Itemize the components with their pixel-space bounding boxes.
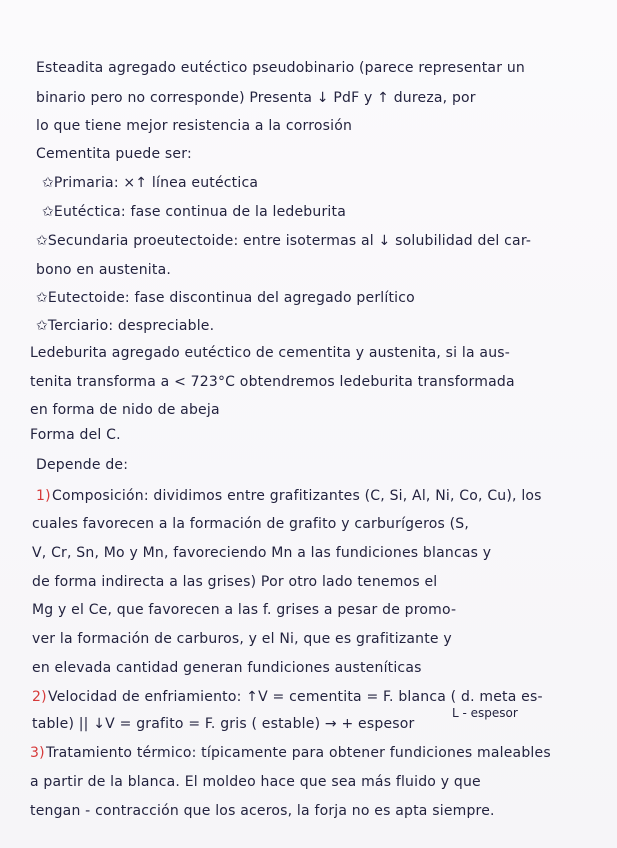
list-number: 3) xyxy=(30,745,45,761)
text-line: Tratamiento térmico: típicamente para obtener fundiciones maleables xyxy=(46,745,551,761)
text-line: en forma de nido de abeja xyxy=(30,402,220,418)
text-line: ver la formación de carburos, y el Ni, que es grafitizante y xyxy=(32,631,452,647)
text-line: ✩Primaria: ×↑ línea eutéctica xyxy=(42,175,259,191)
text-line: lo que tiene mejor resistencia a la corrosión xyxy=(36,118,353,134)
text-line: ✩Eutéctica: fase continua de la ledeburita xyxy=(42,204,346,220)
text-line: Mg y el Ce, que favorecen a las f. grises a pesar de promo- xyxy=(32,602,457,618)
text-line: Composición: dividimos entre grafitizantes (C, Si, Al, Ni, Co, Cu), los xyxy=(52,488,542,504)
text-line: Velocidad de enfriamiento: ↑V = cementita = F. blanca ( d. meta es- xyxy=(48,689,543,705)
annotation-note: L - espesor xyxy=(452,706,518,720)
text-line: tenita transforma a < 723°C obtendremos ledeburita transformada xyxy=(30,374,515,390)
text-line: Esteadita agregado eutéctico pseudobinario (parece representar un xyxy=(36,60,525,76)
text-line: de forma indirecta a las grises) Por otro lado tenemos el xyxy=(32,574,438,590)
text-line: ✩Terciario: despreciable. xyxy=(36,318,215,334)
list-number: 2) xyxy=(32,689,47,705)
text-line: binario pero no corresponde) Presenta ↓ PdF y ↑ dureza, por xyxy=(36,90,476,106)
text-line: Ledeburita agregado eutéctico de cementita y austenita, si la aus- xyxy=(30,345,511,361)
text-line: table) || ↓V = grafito = F. gris ( estable) → + espesor xyxy=(32,716,415,732)
text-line: bono en austenita. xyxy=(36,262,172,278)
text-line: tengan - contracción que los aceros, la forja no es apta siempre. xyxy=(30,803,495,819)
list-number: 1) xyxy=(36,488,51,504)
text-line: Forma del C. xyxy=(30,427,121,443)
text-line: cuales favorecen a la formación de grafito y carburígeros (S, xyxy=(32,516,470,532)
text-line: V, Cr, Sn, Mo y Mn, favoreciendo Mn a las fundiciones blancas y xyxy=(32,545,492,561)
text-line: Cementita puede ser: xyxy=(36,146,192,162)
text-line: en elevada cantidad generan fundiciones austeníticas xyxy=(32,660,422,676)
text-line: ✩Secundaria proeutectoide: entre isotermas al ↓ solubilidad del car- xyxy=(36,233,532,249)
text-line: ✩Eutectoide: fase discontinua del agregado perlítico xyxy=(36,290,415,306)
text-line: a partir de la blanca. El moldeo hace que sea más fluido y que xyxy=(30,774,481,790)
text-line: Depende de: xyxy=(36,457,129,473)
